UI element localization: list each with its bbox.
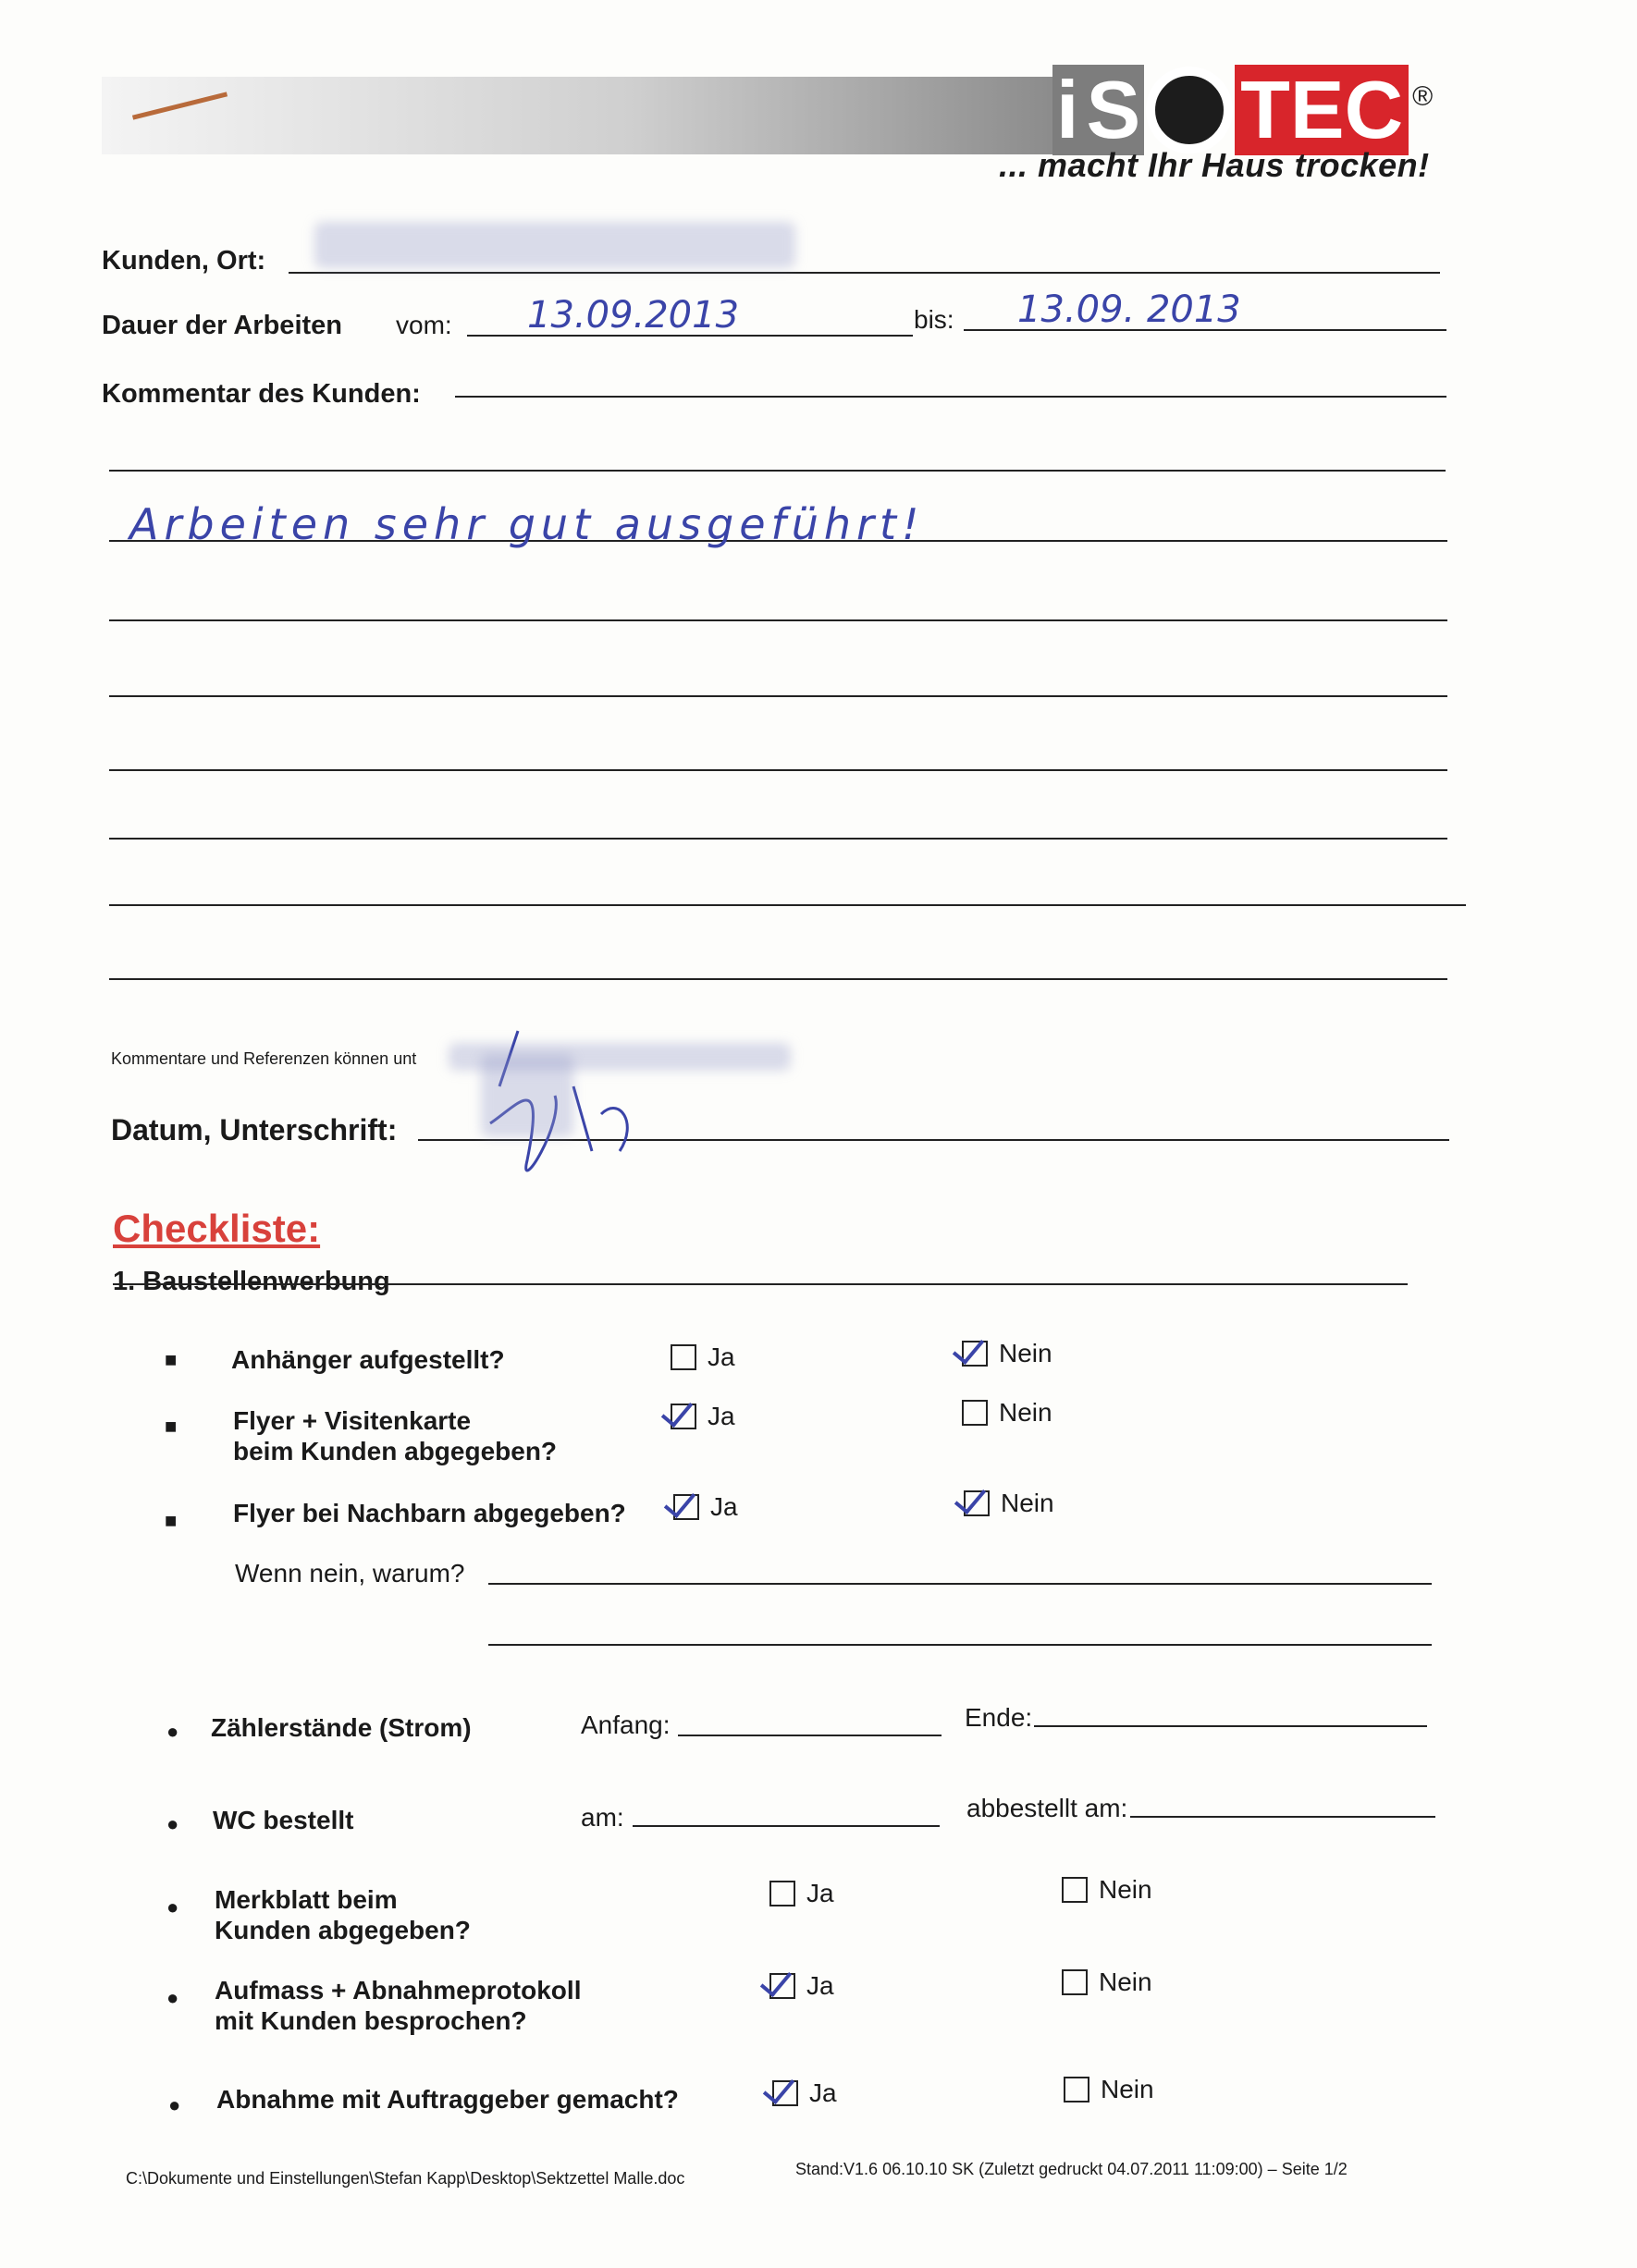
q5-line2: mit Kunden besprochen? [215,2006,527,2035]
q1-yes-checkbox[interactable] [671,1344,696,1370]
section1-underline [113,1283,1408,1285]
start-label: Anfang: [581,1710,671,1739]
q4-yes-checkbox[interactable] [769,1881,795,1906]
q2-line1: Flyer + Visitenkarte [233,1406,472,1435]
bullet-dot-icon: ● [166,1986,179,2009]
logo-dot-icon [1146,67,1233,153]
cancelled-line[interactable] [1130,1816,1435,1818]
yes-label: Ja [806,1971,834,2000]
registered-mark: ® [1412,81,1434,112]
comment-line-1[interactable] [109,470,1446,472]
q4-yes-option[interactable] [769,1879,834,1908]
yes-label: Ja [708,1402,735,1430]
comment-line-5[interactable] [109,769,1447,771]
q3-label: Flyer bei Nachbarn abgegeben? [233,1499,626,1527]
start-line[interactable] [678,1735,942,1736]
no-label: Nein [1001,1489,1054,1517]
am-label: am: [581,1803,624,1832]
to-label: bis: [914,305,954,334]
am-line[interactable] [633,1825,940,1827]
q2-yes-checkbox[interactable] [671,1404,696,1429]
q3-yes-option[interactable] [673,1492,738,1522]
q3-no-checkbox[interactable] [964,1490,990,1516]
q4-line2: Kunden abgegeben? [215,1916,471,1944]
redacted-customer-name [314,222,795,268]
redacted-signature [481,1054,573,1137]
q5-line1: Aufmass + Abnahmeprotokoll [215,1976,582,2004]
q1-yes-option[interactable] [671,1342,735,1372]
checklist-heading: Checkliste: [113,1207,321,1250]
from-label: vom: [396,311,452,339]
q6-label: Abnahme mit Auftraggeber gemacht? [216,2085,679,2114]
no-label: Nein [1101,2075,1154,2103]
to-value: 13.09. 2013 [1017,288,1241,331]
q3-yes-checkbox[interactable] [673,1494,699,1520]
if-no-line-2[interactable] [488,1644,1432,1646]
q1-no-option[interactable] [962,1339,1052,1368]
no-label: Nein [999,1339,1052,1367]
duration-label: Dauer der Arbeiten [102,311,342,340]
wc-label: WC bestellt [213,1806,354,1834]
bullet-square-icon: ■ [165,1415,178,1438]
q5-label [215,1975,581,2036]
q4-line1: Merkblatt beim [215,1885,398,1914]
cancelled-label: abbestellt am: [966,1794,1128,1822]
q2-label [233,1405,557,1466]
bullet-dot-icon: ● [166,1812,179,1835]
q1-no-checkbox[interactable] [962,1341,988,1367]
yes-label: Ja [806,1879,834,1907]
q6-no-checkbox[interactable] [1064,2077,1089,2102]
q1-label: Anhänger aufgestellt? [231,1345,505,1374]
customer-label: Kunden, Ort: [102,246,266,276]
references-note: Kommentare und Referenzen können unt [111,1049,417,1068]
header-gradient-bar [102,77,1064,154]
comment-line-3[interactable] [109,619,1447,621]
footer-path: C:\Dokumente und Einstellungen\Stefan Kapp\Desktop\Sektzettel Malle.doc [126,2169,685,2188]
q3-no-option[interactable] [964,1489,1054,1518]
logo-tec: TEC [1235,65,1409,155]
q2-line2: beim Kunden abgegeben? [233,1437,558,1465]
from-value: 13.09.2013 [527,294,740,337]
signature-label: Datum, Unterschrift: [111,1113,398,1146]
logo-letter-s: S [1082,65,1144,155]
logo-letter-i: i [1052,65,1082,155]
q5-no-option[interactable] [1062,1968,1152,1997]
q5-yes-option[interactable] [769,1971,834,2001]
end-label: Ende: [965,1703,1033,1732]
footer-stand: Stand:V1.6 06.10.10 SK (Zuletzt gedruckt 04.07.2011 11:09:00) – Seite 1/2 [795,2160,1348,2178]
slogan: ... macht Ihr Haus trocken! [999,146,1430,184]
comment-line-8[interactable] [109,978,1447,980]
bullet-dot-icon: ● [166,1895,179,1919]
no-label: Nein [1099,1968,1152,1996]
q4-no-option[interactable] [1062,1875,1152,1905]
q2-no-option[interactable] [962,1398,1052,1428]
q6-yes-option[interactable] [772,2078,837,2108]
q2-yes-option[interactable] [671,1402,735,1431]
isotec-logo [1052,65,1433,155]
comment-line-7[interactable] [109,904,1466,906]
comment-line-6[interactable] [109,838,1447,840]
q6-no-option[interactable] [1064,2075,1154,2104]
section1-title: 1. Baustellenwerbung [113,1267,390,1296]
q6-yes-checkbox[interactable] [772,2080,798,2106]
end-line[interactable] [1034,1725,1427,1727]
yes-label: Ja [708,1342,735,1371]
customer-line[interactable] [289,272,1440,274]
q2-no-checkbox[interactable] [962,1400,988,1426]
yes-label: Ja [809,2078,837,2107]
q5-no-checkbox[interactable] [1062,1969,1088,1995]
bullet-square-icon: ■ [165,1348,178,1371]
q5-yes-checkbox[interactable] [769,1973,795,1999]
comment-label: Kommentar des Kunden: [102,379,421,409]
no-label: Nein [1099,1875,1152,1904]
q4-no-checkbox[interactable] [1062,1877,1088,1903]
if-no-label: Wenn nein, warum? [235,1559,465,1588]
comment-line-4[interactable] [109,695,1447,697]
yes-label: Ja [710,1492,738,1521]
comment-value: Arbeiten sehr gut ausgeführt! [129,499,925,549]
comment-line-0[interactable] [455,396,1446,398]
bullet-square-icon: ■ [165,1509,178,1532]
bullet-dot-icon: ● [168,2093,181,2116]
if-no-line-1[interactable] [488,1583,1432,1585]
q4-label [215,1884,471,1945]
no-label: Nein [999,1398,1052,1427]
meter-label: Zählerstände (Strom) [211,1713,472,1742]
bullet-dot-icon: ● [166,1720,179,1743]
